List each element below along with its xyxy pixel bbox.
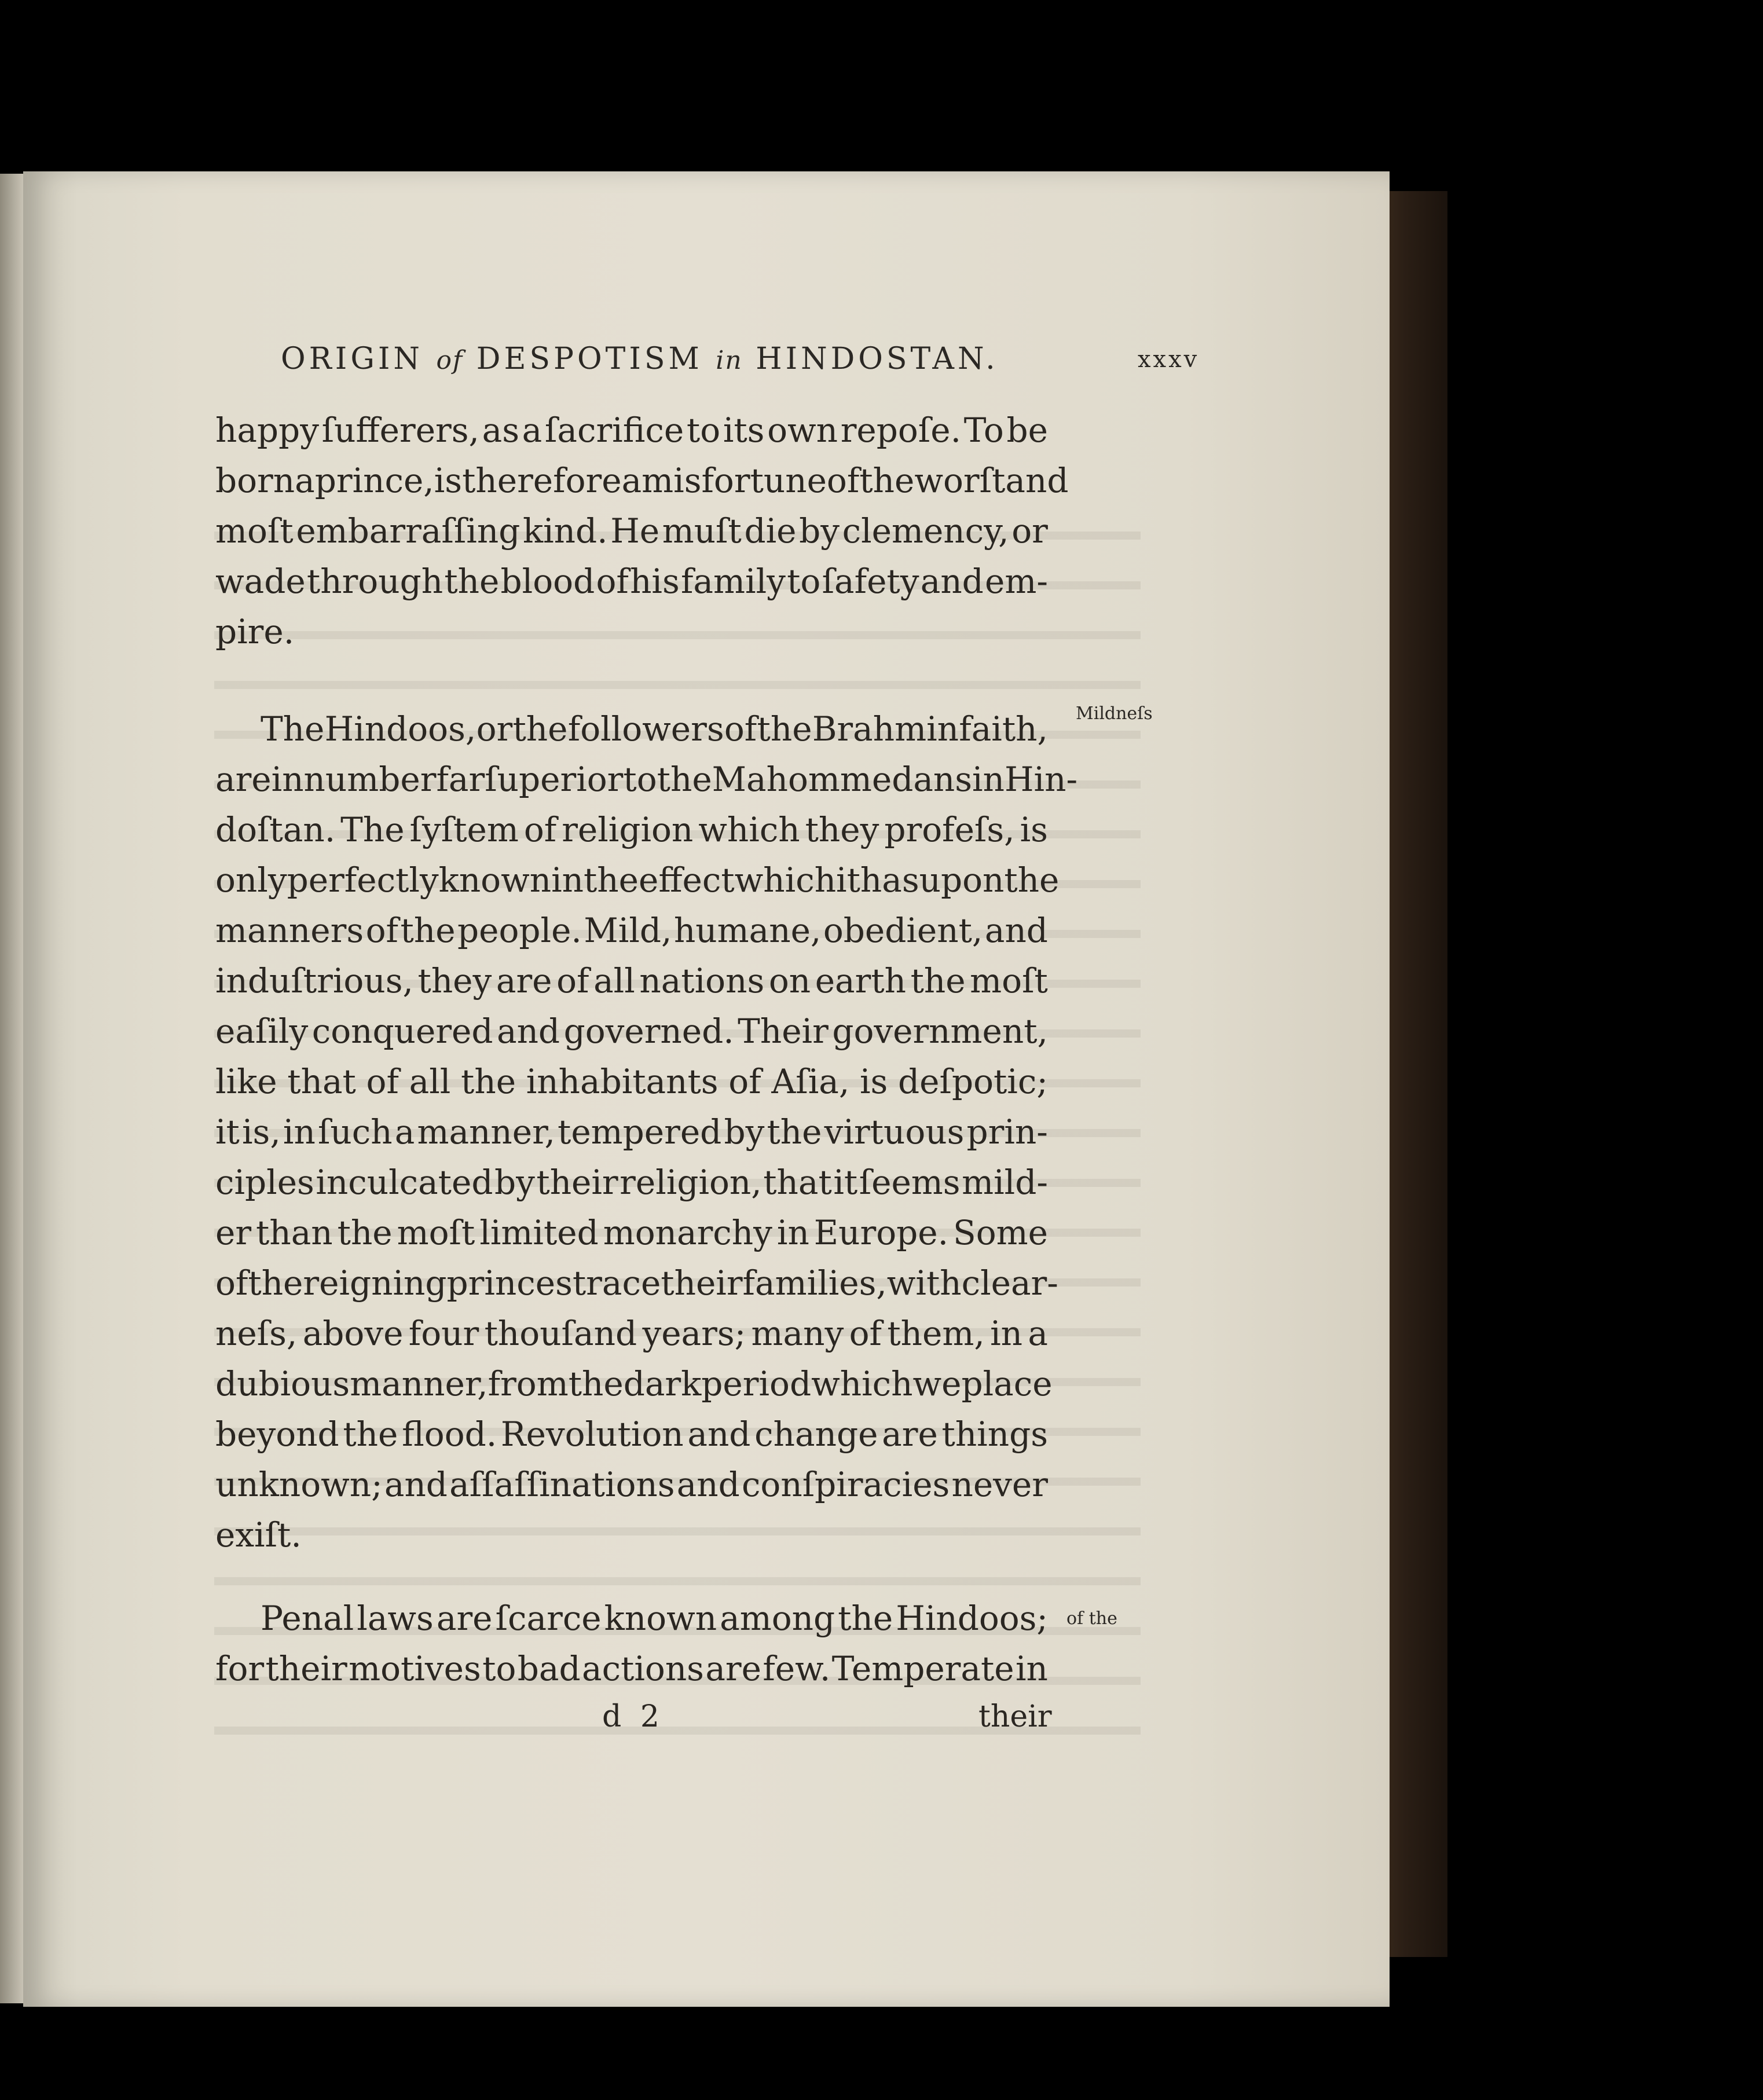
word: of [523, 810, 557, 849]
word: families, [742, 1263, 887, 1303]
title-part-origin: ORIGIN [281, 342, 423, 376]
word: ſufferers, [321, 411, 479, 450]
word: to [787, 562, 821, 601]
word: in [283, 1112, 316, 1152]
word: of [826, 461, 860, 500]
word: Their [738, 1011, 829, 1051]
word: nations [639, 961, 765, 1000]
word: earth [815, 961, 906, 1000]
word: reigning [303, 1263, 447, 1303]
title-part-hindostan: HINDOSTAN. [756, 342, 999, 376]
text-line [215, 1644, 1048, 1694]
word: dubious [215, 1364, 350, 1403]
word: clemency, [842, 511, 1009, 551]
title-part-despotism: DESPOTISM [476, 342, 703, 376]
word: virtuous [824, 1112, 965, 1152]
word: obedient, [823, 911, 983, 950]
word: government, [832, 1011, 1048, 1051]
text-line [215, 1107, 1048, 1157]
word: are [705, 1649, 761, 1688]
word: from [488, 1364, 569, 1403]
word: ciples [215, 1163, 314, 1202]
word: manners [215, 911, 364, 950]
word: a [621, 461, 642, 500]
word: moſt [970, 961, 1048, 1000]
word: known [438, 860, 552, 900]
word: and [920, 562, 984, 601]
word: among [720, 1599, 835, 1638]
title-in: in [716, 346, 743, 375]
word: with [886, 1263, 962, 1303]
word: of [724, 709, 757, 749]
text-line [215, 1593, 1048, 1644]
word: or [476, 709, 513, 749]
word: the [568, 1364, 624, 1403]
word: years; [642, 1314, 746, 1353]
word: Some [953, 1213, 1048, 1252]
text-line [215, 1309, 1048, 1359]
word: that [287, 1062, 356, 1101]
word: perfectly [287, 860, 439, 900]
word: in [776, 1213, 809, 1252]
word: far [436, 760, 485, 799]
word: humane, [673, 911, 822, 950]
word: are [496, 961, 552, 1000]
text-line [215, 1157, 1048, 1208]
word: and [1005, 461, 1069, 500]
signature-mark: d 2 [602, 1699, 664, 1734]
text-line [215, 405, 1048, 456]
title-of: of [436, 346, 464, 375]
word: followers [567, 709, 724, 749]
text-line [215, 704, 1048, 754]
word: beyond [215, 1414, 339, 1454]
word: is, [242, 1112, 281, 1152]
paragraph-1 [215, 405, 1069, 657]
word: of [556, 961, 589, 1000]
word: upon [919, 860, 1005, 900]
word: as [482, 411, 519, 450]
word: religion [562, 810, 694, 849]
word: worſt [914, 461, 1006, 500]
word: mild- [962, 1163, 1048, 1202]
word: family [680, 562, 786, 601]
word: in [972, 760, 1005, 799]
word: kind. [522, 511, 608, 551]
word: He [610, 511, 660, 551]
text-line [215, 506, 1048, 556]
word: tempered [558, 1112, 722, 1152]
word: religion, [620, 1163, 762, 1202]
word: induſtrious, [215, 961, 413, 1000]
word: to [482, 1649, 516, 1688]
word: the [248, 1263, 303, 1303]
word: is [434, 461, 463, 500]
word: four [408, 1314, 479, 1353]
word: things [941, 1414, 1048, 1454]
word: monarchy [603, 1213, 772, 1252]
word: and [384, 1465, 448, 1504]
word: are [436, 1599, 493, 1638]
word: people. [457, 911, 582, 950]
text-line [215, 1208, 1048, 1258]
word: which [734, 860, 837, 900]
word: neſs, [215, 1314, 298, 1353]
word: are [215, 760, 272, 799]
word: the [337, 1213, 393, 1252]
word: Hindoos; [896, 1599, 1048, 1638]
word: born [215, 461, 295, 500]
word: The [261, 709, 325, 749]
word: the [1004, 860, 1060, 900]
word: embarraſſing [296, 511, 521, 551]
word: Hindoos, [324, 709, 477, 749]
word: of [728, 1062, 761, 1101]
word: number [303, 760, 437, 799]
word: few. [763, 1649, 831, 1688]
word: Hin- [1004, 760, 1078, 799]
word: profeſs, [884, 810, 1015, 849]
word: their [265, 1649, 347, 1688]
word: to [686, 411, 721, 450]
word: the [838, 1599, 893, 1638]
word: limited [479, 1213, 599, 1252]
word: trace [572, 1263, 661, 1303]
word: them, [887, 1314, 985, 1353]
word: the [400, 911, 456, 950]
word: the [767, 1112, 822, 1152]
text-line [215, 956, 1048, 1006]
margin-note-of-the: of the [1066, 1608, 1117, 1629]
word: Revolution [500, 1414, 684, 1454]
word: through [306, 562, 444, 601]
word: on [768, 961, 811, 1000]
word: aſſaſſinations [449, 1465, 675, 1504]
word: ſuch [317, 1112, 393, 1152]
word: and [497, 1011, 560, 1051]
word: a [1028, 1314, 1048, 1353]
word: misfortune [642, 461, 827, 500]
word: Mahommedans [712, 760, 973, 799]
word: muſt [662, 511, 742, 551]
word: the [757, 709, 812, 749]
word: is [1020, 810, 1048, 849]
word: actions [581, 1649, 704, 1688]
word: motives [349, 1649, 481, 1688]
word: change [754, 1414, 878, 1454]
word: like [215, 1062, 277, 1101]
word: The [340, 810, 405, 849]
word: all [593, 961, 635, 1000]
word: blood [500, 562, 595, 601]
word: inculcated [316, 1163, 493, 1202]
text-line [215, 1409, 1048, 1460]
text-line [215, 1258, 1058, 1309]
word: happy [215, 411, 319, 450]
word: ſacrifice [544, 411, 684, 450]
word: only [215, 860, 287, 900]
text-line [215, 855, 1060, 906]
text-line [215, 456, 1069, 506]
word: dark [623, 1364, 702, 1403]
word: be [1006, 411, 1048, 450]
word: by [724, 1112, 765, 1152]
word: never [951, 1465, 1048, 1504]
word: bad [517, 1649, 581, 1688]
word: in [1016, 1649, 1048, 1688]
word: the [512, 709, 568, 749]
word: than [256, 1213, 333, 1252]
word: the [657, 760, 712, 799]
word: Aſia, [771, 1062, 850, 1101]
word: is [860, 1062, 888, 1101]
text-line [215, 1057, 1048, 1107]
word: Mild, [584, 911, 672, 950]
word: which [811, 1364, 913, 1403]
word: ſcarce [495, 1599, 602, 1638]
word: clear- [961, 1263, 1058, 1303]
paragraph-2 [215, 704, 1078, 1560]
word: ſuperior [485, 760, 624, 799]
word: moſt [215, 511, 294, 551]
word: in [990, 1314, 1023, 1353]
word: which [698, 810, 800, 849]
page-number: xxxv [1138, 346, 1200, 373]
text-line: pire. [215, 612, 295, 651]
word: flood. [402, 1414, 497, 1454]
word: they [805, 810, 879, 849]
text-line [215, 754, 1078, 805]
word: governed. [563, 1011, 734, 1051]
word: Temperate [831, 1649, 1014, 1688]
word: die [744, 511, 797, 551]
word: thouſand [484, 1314, 637, 1353]
word: own [767, 411, 838, 450]
word: the [910, 961, 966, 1000]
word: we [912, 1364, 962, 1403]
word: Europe. [813, 1213, 949, 1252]
word: a [295, 461, 315, 500]
text-line [215, 805, 1048, 855]
word: unknown; [215, 1465, 383, 1504]
word: ſyſtem [409, 810, 519, 849]
word: in [271, 760, 304, 799]
word: known [604, 1599, 717, 1638]
word: princes [446, 1263, 573, 1303]
margin-note-mildness: Mildneſs [1076, 703, 1153, 724]
word: faith, [959, 709, 1048, 749]
word: by [799, 511, 840, 551]
word: doſtan. [215, 810, 336, 849]
word: and [984, 911, 1048, 950]
word: manner, [350, 1364, 488, 1403]
running-head [281, 342, 999, 376]
text-line [215, 556, 1048, 607]
word: and [676, 1465, 740, 1504]
word: the [444, 562, 500, 601]
word: the [343, 1414, 398, 1454]
word: they [417, 961, 492, 1000]
word: manner, [417, 1112, 555, 1152]
word: ſeems [859, 1163, 961, 1202]
word: it [215, 1112, 240, 1152]
word: moſt [397, 1213, 475, 1252]
text-line [215, 1460, 1048, 1510]
word: er [215, 1213, 252, 1252]
word: em- [985, 562, 1048, 601]
word: wade [215, 562, 306, 601]
word: are [882, 1414, 938, 1454]
word: Brahmin [812, 709, 959, 749]
word: conſpiracies [741, 1465, 950, 1504]
word: and [687, 1414, 751, 1454]
word: period [701, 1364, 812, 1403]
word: To [963, 411, 1004, 450]
word: it [836, 860, 860, 900]
word: the [584, 860, 639, 900]
word: a [522, 411, 543, 450]
word: therefore [462, 461, 622, 500]
word: it [833, 1163, 858, 1202]
text-line [215, 1006, 1048, 1057]
word: of [366, 1062, 399, 1101]
word: prince, [314, 461, 434, 500]
word: effect [639, 860, 735, 900]
word: of [215, 1263, 248, 1303]
word: to [623, 760, 657, 799]
word: all [409, 1062, 451, 1101]
text-line [215, 1359, 1053, 1409]
word: for [215, 1649, 265, 1688]
word: conquered [311, 1011, 493, 1051]
text-line: exiſt. [215, 1515, 302, 1555]
word: place [961, 1364, 1053, 1403]
word: their [661, 1263, 743, 1303]
word: or [1011, 511, 1048, 551]
word: that [763, 1163, 832, 1202]
word: repoſe. [840, 411, 962, 450]
word: of [365, 911, 399, 950]
text-line [215, 906, 1048, 956]
word: their [536, 1163, 618, 1202]
word: of [849, 1314, 882, 1353]
word: his [630, 562, 680, 601]
word: inhabitants [526, 1062, 719, 1101]
word: above [302, 1314, 404, 1353]
word: ſafety [822, 562, 919, 601]
word: of [596, 562, 629, 601]
word: by [494, 1163, 535, 1202]
word: has [860, 860, 919, 900]
word: many [751, 1314, 844, 1353]
word: its [723, 411, 765, 450]
word: in [551, 860, 584, 900]
word: a [394, 1112, 415, 1152]
word: Penal [261, 1599, 354, 1638]
word: prin- [966, 1112, 1048, 1152]
catchword: their [978, 1699, 1052, 1734]
word: laws [357, 1599, 434, 1638]
word: the [859, 461, 915, 500]
word: deſpotic; [898, 1062, 1048, 1101]
paragraph-3 [215, 1593, 1048, 1694]
word: eaſily [215, 1011, 309, 1051]
word: the [461, 1062, 516, 1101]
